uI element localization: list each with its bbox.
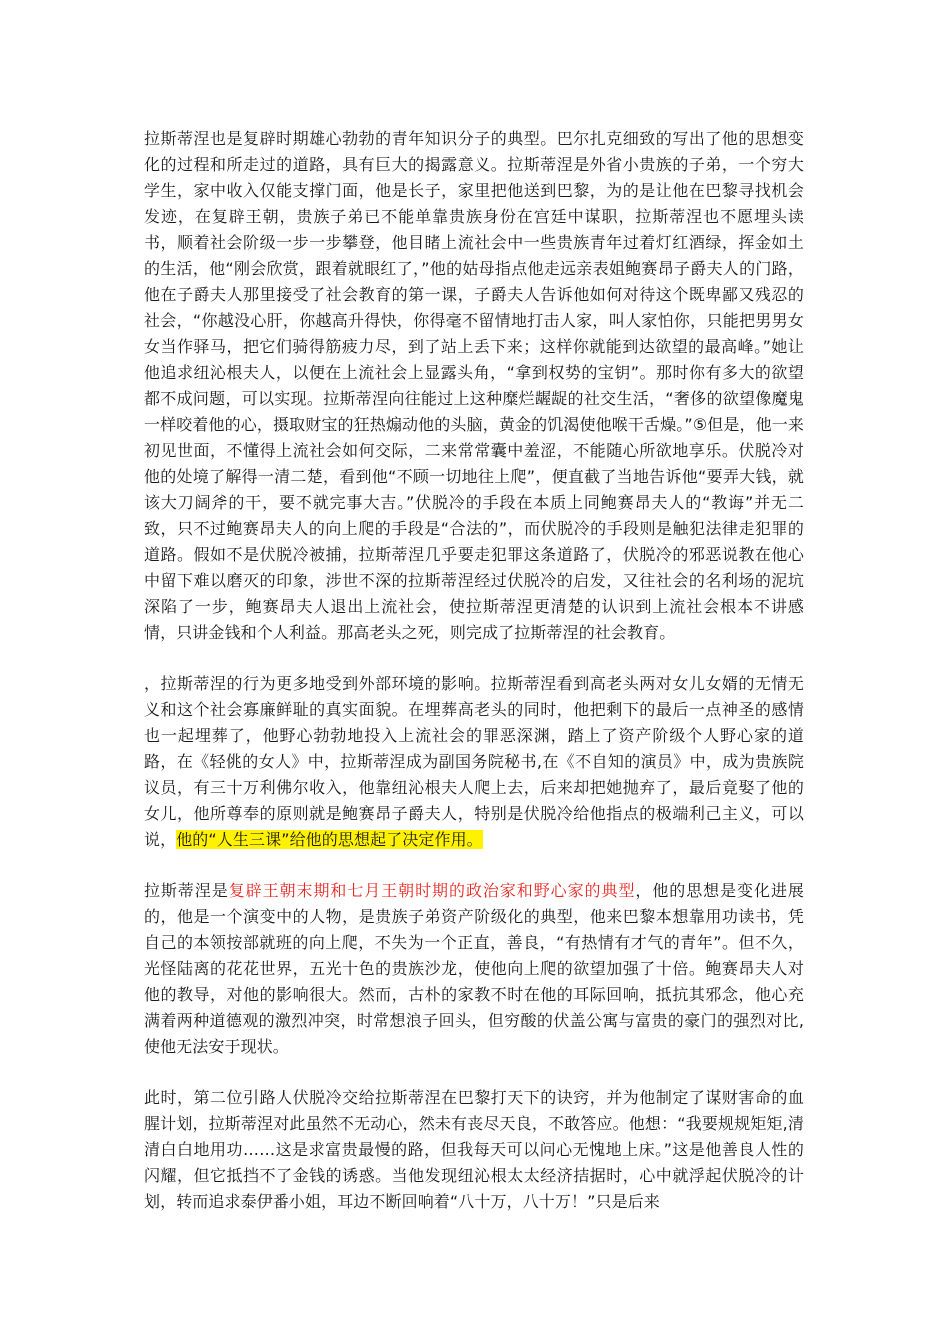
paragraph-2-text: ，拉斯蒂涅的行为更多地受到外部环境的影响。拉斯蒂涅看到高老头两对女儿女婿的无情无义和这个社会寡廉鲜耻的真实面貌。在埋葬高老头的同时，他把剩下的最后一点神圣的感情也一起埋葬了，他野心勃勃地投入上流社会的罪恶深渊，踏上了资产阶级个人野心家的道路，在《轻佻的女人》中，拉斯蒂涅成为副国务院秘书,在《不自知的演员》中，成为贵族院议员，有三十万利佛尔收入，他靠纽沁根夫人爬上去，后来却把她抛弃了，最后竟娶了他的女儿，他所尊奉的原则就是鲍赛昂子爵夫人，特别是伏脱冷给他指点的极端利己主义，可以说， xyxy=(144,674,804,849)
highlighted-conclusion: 他的“人生三课”给他的思想起了决定作用。 xyxy=(176,830,483,849)
paragraph-3-text: ，他的思想是变化进展的，他是一个演变中的人物，是贵族子弟资产阶级化的典型，他来巴黎本想靠用功读书，凭自己的本领按部就班的向上爬，不失为一个正直，善良，“有热情有才气的青年”。但不久，光怪陆离的花花世界，五光十色的贵族沙龙，使他向上爬的欲望加强了十倍。鲍赛昂夫人对他的教导，对他的影响很大。然而，古朴的家教不时在他的耳际回响，抵抗其邪念，他心充满着两种道德观的激烈冲突，时常想浪子回头，但穷酸的伏盖公寓与富贵的豪门的强烈对比,使他无法安于现状。 xyxy=(144,881,804,1056)
paragraph-3 xyxy=(144,878,804,1060)
paragraph-2 xyxy=(144,671,804,853)
document-body xyxy=(144,126,804,1215)
paragraph-1: 拉斯蒂涅也是复辟时期雄心勃勃的青年知识分子的典型。巴尔扎克细致的写出了他的思想变化的过程和所走过的道路，具有巨大的揭露意义。拉斯蒂涅是外省小贵族的子弟，一个穷大学生，家中收入仅能支撑门面，他是长子，家里把他送到巴黎，为的是让他在巴黎寻找机会发迹，在复辟王朝，贵族子弟已不能单靠贵族身份在宫廷中谋职，拉斯蒂涅也不愿埋头读书，顺着社会阶级一步一步攀登，他目睹上流社会中一些贵族青年过着灯红酒绿，挥金如土的生活，他“刚会欣赏，跟着就眼红了，”他的姑母指点他走远亲表姐鲍赛昂子爵夫人的门路，他在子爵夫人那里接受了社会教育的第一课，子爵夫人告诉他如何对待这个既卑鄙又残忍的社会，“你越没心肝，你越高升得快，你得毫不留情地打击人家，叫人家怕你，只能把男男女女当作驿马，把它们骑得筋疲力尽，到了站上丢下来；这样你就能到达欲望的最高峰。”她让他追求纽沁根夫人，以便在上流社会上显露头角，“拿到权势的宝钥”。那时你有多大的欲望都不成问题，可以实现。拉斯蒂涅向往能过上这种糜烂龌龊的社交生活，“奢侈的欲望像魔鬼一样咬着他的心，摄取财宝的狂热煽动他的头脑，黄金的饥渴使他喉干舌燥。”⑤但是，他一来初见世面，不懂得上流社会如何交际，二来常常囊中羞涩，不能随心所欲地享乐。伏脱冷对他的处境了解得一清二楚，看到他“不顾一切地往上爬”，便直截了当地告诉他“要弄大钱，就该大刀阔斧的干，要不就完事大吉。”伏脱冷的手段在本质上同鲍赛昂夫人的“教诲”并无二致，只不过鲍赛昂夫人的向上爬的手段是“合法的”，而伏脱冷的手段则是触犯法律走犯罪的道路。假如不是伏脱冷被捕，拉斯蒂涅几乎要走犯罪这条道路了，伏脱冷的邪恶说教在他心中留下难以磨灭的印象，涉世不深的拉斯蒂涅经过伏脱冷的启发，又往社会的名利场的泥坑深陷了一步，鲍赛昂夫人退出上流社会，使拉斯蒂涅更清楚的认识到上流社会根本不讲感情，只讲金钱和个人利益。那高老头之死，则完成了拉斯蒂涅的社会教育。 xyxy=(144,129,804,642)
paragraph-4: 此时，第二位引路人伏脱冷交给拉斯蒂涅在巴黎打天下的诀窍，并为他制定了谋财害命的血腥计划，拉斯蒂涅对此虽然不无动心，然未有丧尽天良，不敢答应。他想：“我要规规矩矩,清清白白地用功……这是求富贵最慢的路，但我每天可以问心无愧地上床。”这是他善良人性的闪耀，但它抵挡不了金钱的诱惑。当他发现纽沁根太太经济拮据时，心中就浮起伏脱冷的计划，转而追求泰伊番小姐，耳边不断回响着“八十万，八十万！”只是后来 xyxy=(144,1088,804,1211)
paragraph-3-lead: 拉斯蒂涅是 xyxy=(144,881,229,900)
red-emphasis-text: 复辟王朝末期和七月王朝时期的政治家和野心家的典型 xyxy=(228,881,636,900)
